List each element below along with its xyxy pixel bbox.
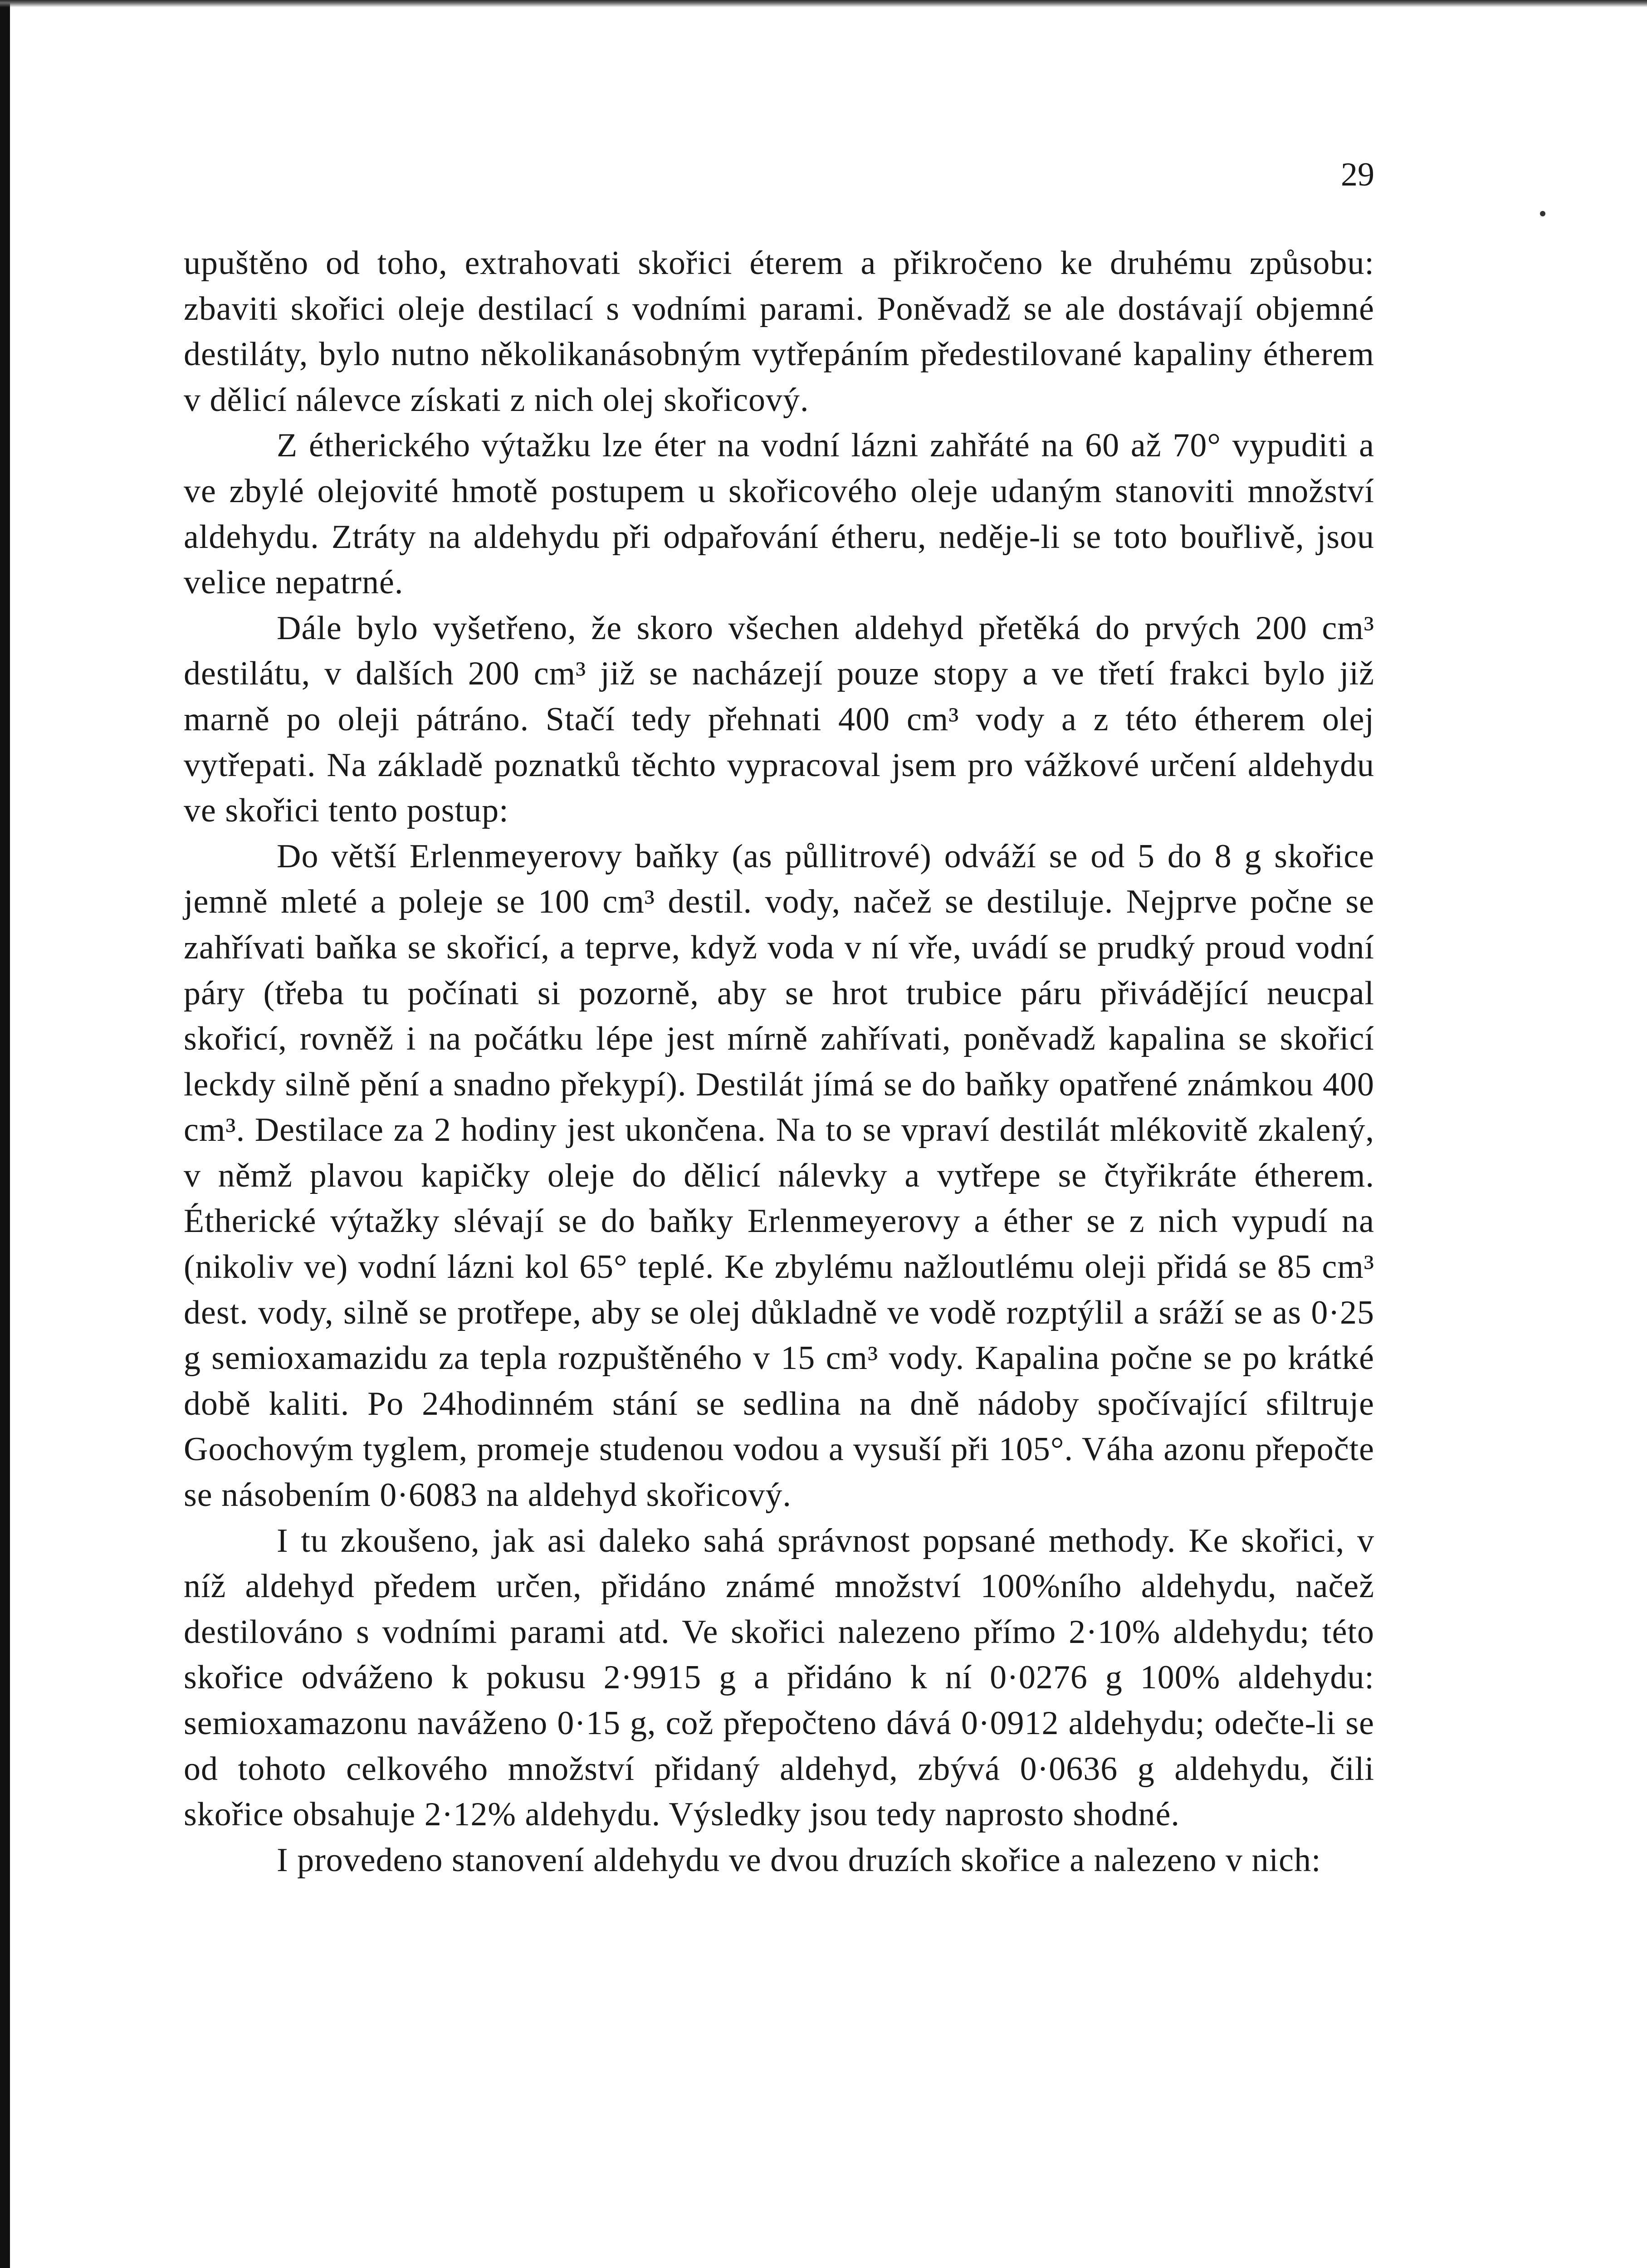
- body-text: [184, 240, 1374, 1883]
- page-number: 29: [1341, 156, 1374, 193]
- scan-speck: [1540, 211, 1545, 216]
- paragraph-6: I provedeno stanovení aldehydu ve dvou druzích skořice a nalezeno v nich:: [277, 1841, 1321, 1879]
- scan-edge-left: [0, 0, 10, 2268]
- paragraph-5: I tu zkoušeno, jak asi daleko sahá správnost popsané methody. Ke skořici, v níž aldehyd předem určen, přidáno známé množství 100%ního aldehydu, načež destilováno s vodními parami atd. Ve skořici nalezeno přímo 2·10% aldehydu; této skořice odváženo k pokusu 2·9915 g a přidáno k ní 0·0276 g 100% aldehydu: semioxamazonu naváženo 0·15 g, což přepočteno dává 0·0912 aldehydu; odečte-li se od tohoto celkového množství přidaný aldehyd, zbývá 0·0636 g aldehydu, čili skořice obsahuje 2·12% aldehydu. Výsledky jsou tedy naprosto shodné.: [184, 1522, 1374, 1833]
- paragraph-3: Dále bylo vyšetřeno, že skoro všechen aldehyd přetěká do prvých 200 cm³ destilátu, v dalších 200 cm³ již se nacházejí pouze stopy a ve třetí frakci bylo již marně po oleji pátráno. Stačí tedy přehnati 400 cm³ vody a z této étherem olej vytřepati. Na základě poznatků těchto vypracoval jsem pro vážkové určení aldehydu ve skořici tento postup:: [184, 609, 1374, 830]
- paragraph-4: Do větší Erlenmeyerovy baňky (as půllitrové) odváží se od 5 do 8 g skořice jemně mleté a poleje se 100 cm³ destil. vody, načež se destiluje. Nejprve počne se zahřívati baňka se skořicí, a teprve, když voda v ní vře, uvádí se prudký proud vodní páry (třeba tu počínati si pozorně, aby se hrot trubice páru přivádějící neucpal skořicí, rovněž i na počátku lépe jest mírně zahřívati, poněvadž kapalina se skořicí leckdy silně pění a snadno překypí). Destilát jímá se do baňky opatřené známkou 400 cm³. Destilace za 2 hodiny jest ukončena. Na to se vpraví destilát mlékovitě zkalený, v němž plavou kapičky oleje do dělicí nálevky a vytřepe se čtyřikráte étherem. Étherické výtažky slévají se do baňky Erlenmeyerovy a éther se z nich vypudí na (nikoliv ve) vodní lázni kol 65° teplé. Ke zbylému nažloutlému oleji přidá se 85 cm³ dest. vody, silně se protřepe, aby se olej důkladně ve vodě rozptýlil a sráží se as 0·25 g semioxamazidu za tepla rozpuštěného v 15 cm³ vody. Kapalina počne se po krátké době kaliti. Po 24hodinném stání se sedlina na dně nádoby spočívající sfiltruje Goochovým tyglem, promeje studenou vodou a vysuší při 105°. Váha azonu přepočte se násobením 0·6083 na aldehyd skořicový.: [184, 837, 1374, 1514]
- paragraph-2: Z étherického výtažku lze éter na vodní lázni zahřáté na 60 až 70° vypuditi a ve zbylé olejovité hmotě postupem u skořicového oleje udaným stanoviti množství aldehydu. Ztráty na aldehydu při odpařování étheru, neděje-li se toto bouřlivě, jsou velice nepatrné.: [184, 427, 1374, 601]
- scan-edge-top: [0, 0, 1647, 7]
- paragraph-1: upuštěno od toho, extrahovati skořici éterem a přikročeno ke druhému způsobu: zbaviti skořici oleje destilací s vodními parami. Poněvadž se ale dostávají objemné destiláty, bylo nutno několikanásobným vytřepáním předestilované kapaliny étherem v dělicí nálevce získati z nich olej skořicový.: [184, 244, 1374, 419]
